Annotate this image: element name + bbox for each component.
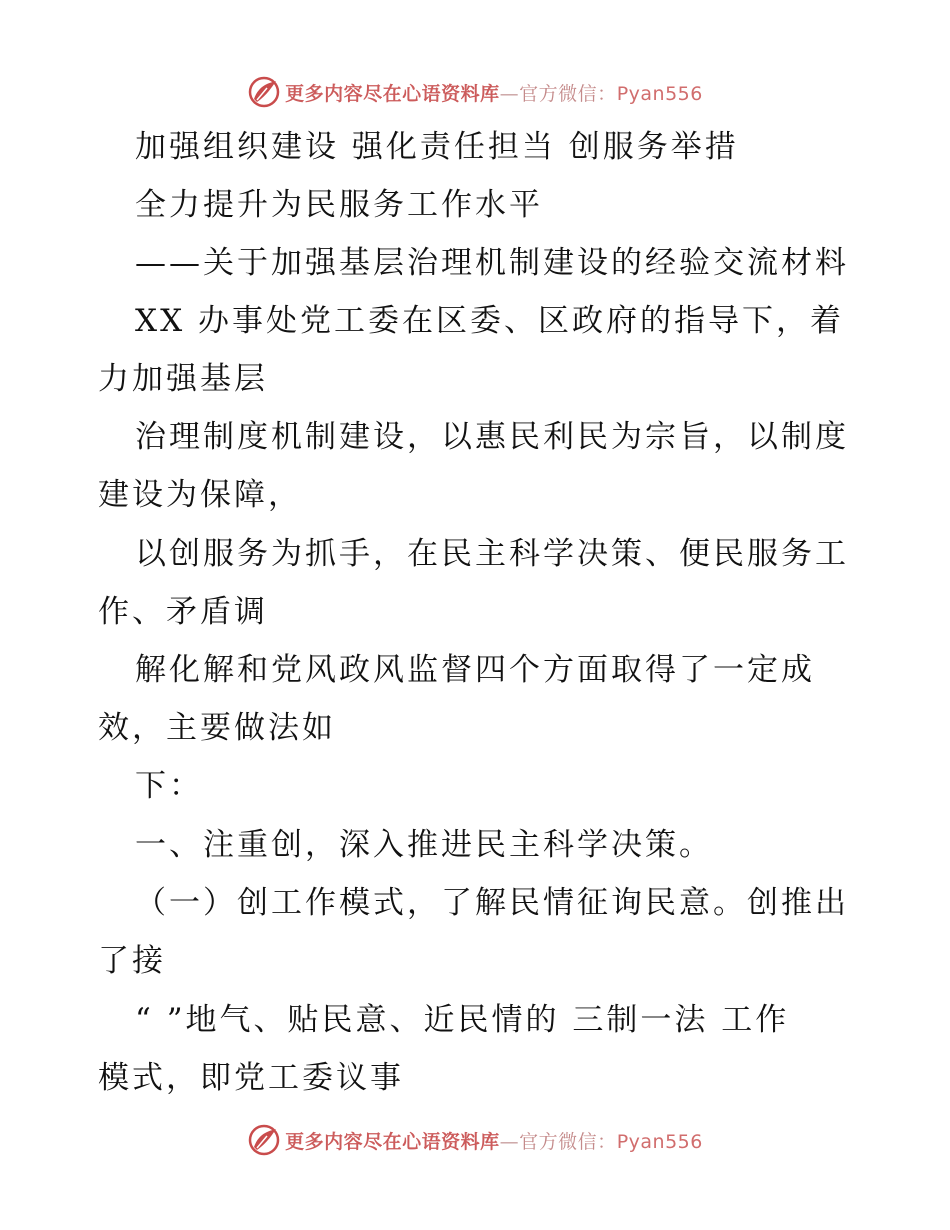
watermark-wechat-label: 官方微信：: [519, 1130, 617, 1153]
watermark-separator: —: [499, 82, 520, 105]
doc-subtitle: ——关于加强基层治理机制建设的经验交流材料: [135, 245, 849, 281]
watermark-brand: 更多内容尽在心语资料库: [285, 82, 500, 105]
doc-text-line: “ ”地气、贴民意、近民情的 三制一法 工作: [135, 1002, 790, 1038]
doc-text-line: XX 办事处党工委在区委、区政府的指导下，着: [135, 303, 844, 339]
doc-title-line-2: 全力提升为民服务工作水平: [135, 187, 543, 223]
doc-text-line: 作、矛盾调: [98, 594, 268, 630]
doc-text-line: 治理制度机制建设，以惠民利民为宗旨，以制度: [135, 419, 849, 455]
doc-text-line: 建设为保障，: [98, 477, 302, 513]
watermark-wechat-id: Pyan556: [616, 1130, 703, 1153]
doc-text-line: 以创服务为抓手，在民主科学决策、便民服务工: [135, 536, 849, 572]
doc-text-line: 效，主要做法如: [98, 710, 336, 746]
doc-text-line: 了接: [98, 943, 166, 979]
watermark-text: [285, 1127, 703, 1154]
bottom-watermark-banner: [0, 1120, 950, 1160]
watermark-separator: —: [499, 1130, 520, 1153]
doc-text-line: 解化解和党风政风监督四个方面取得了一定成: [135, 652, 815, 688]
doc-text-line: 模式，即党工委议事: [98, 1060, 404, 1096]
pen-nib-logo-icon: [247, 1123, 281, 1157]
doc-subsection-heading: （一）创工作模式，了解民情征询民意。创推出: [135, 885, 849, 921]
watermark-brand: 更多内容尽在心语资料库: [285, 1130, 500, 1153]
doc-section-heading: 一、注重创，深入推进民主科学决策。: [135, 827, 713, 863]
watermark-wechat-label: 官方微信：: [519, 82, 617, 105]
watermark-wechat-id: Pyan556: [616, 82, 703, 105]
doc-text-line: 下：: [135, 768, 203, 804]
doc-title-line-1: 加强组织建设 强化责任担当 创服务举措: [135, 129, 739, 165]
doc-text-line: 力加强基层: [98, 361, 268, 397]
